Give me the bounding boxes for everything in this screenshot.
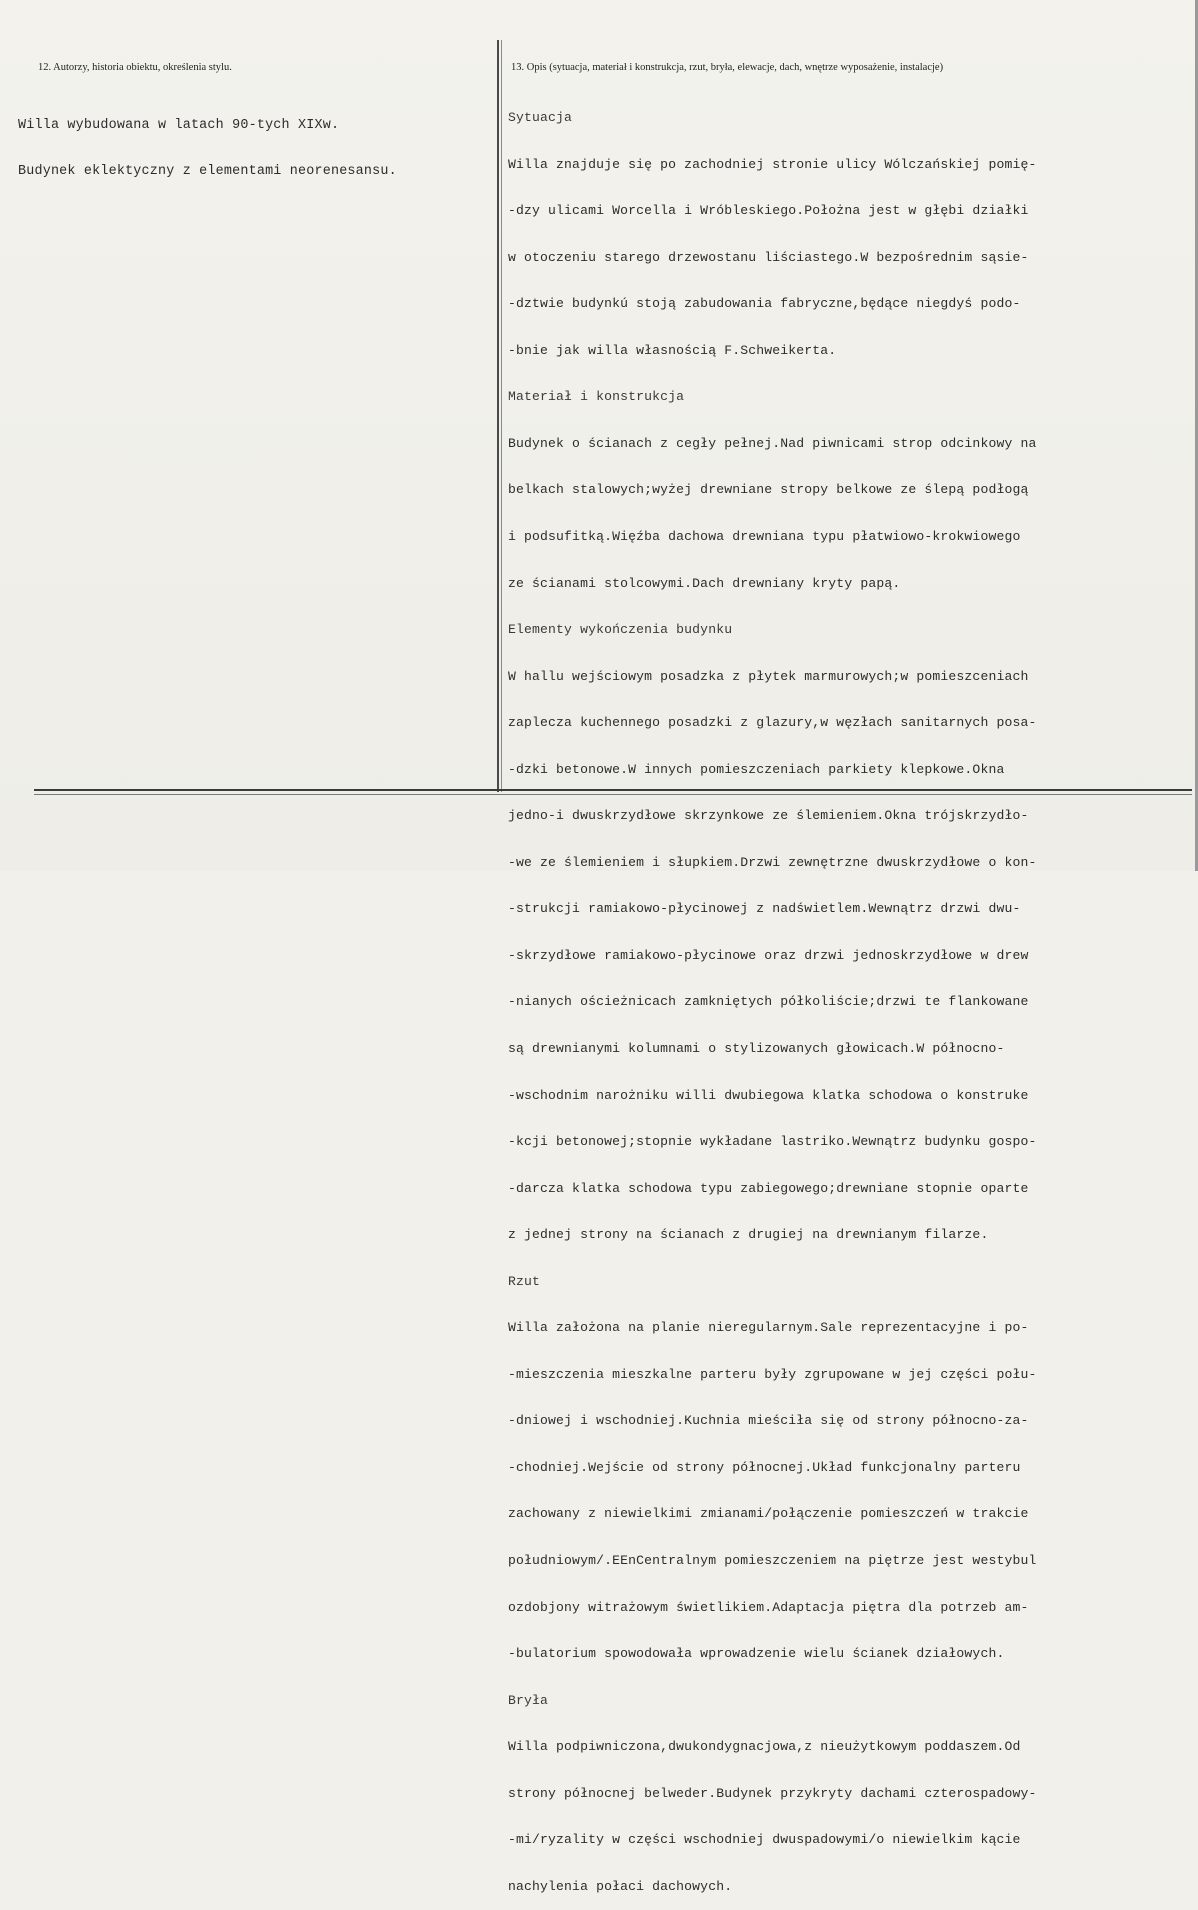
text-line: są drewnianymi kolumnami o stylizowanych głowicach.W północno- <box>508 1040 1005 1056</box>
text-line: -wschodnim narożniku willi dwubiegowa klatka schodowa o konstruke <box>508 1087 1029 1103</box>
text-line: -darcza klatka schodowa typu zabiegowego;drewniane stopnie oparte <box>508 1180 1029 1196</box>
section-12-text <box>18 88 397 194</box>
text-line: południowym/.EEnCentralnym pomieszczeniem na piętrze jest westybul <box>508 1552 1037 1568</box>
text-line: W hallu wejściowym posadzka z płytek marmurowych;w pomieszceniach <box>508 668 1029 684</box>
text-line: -nianych ościeżnicach zamkniętych półkoliście;drzwi te flankowane <box>508 994 1029 1010</box>
text-line: Willa znajduje się po zachodniej stronie ulicy Wólczańskiej pomię- <box>508 156 1037 172</box>
text-line: -dniowej i wschodniej.Kuchnia mieściła się od strony północno-za- <box>508 1413 1029 1429</box>
text-line: -we ze ślemieniem i słupkiem.Drzwi zewnętrzne dwuskrzydłowe o kon- <box>508 854 1037 870</box>
text-line: ze ścianami stolcowymi.Dach drewniany kryty papą. <box>508 575 901 591</box>
left-line: Budynek eklektyczny z elementami neorenesansu. <box>18 164 397 180</box>
heading-sytuacja: Sytuacja <box>508 110 573 126</box>
text-line: -dzy ulicami Worcella i Wróbleskiego.Położna jest w głębi działki <box>508 203 1029 219</box>
heading-rzut: Rzut <box>508 1273 541 1289</box>
text-line: -skrzydłowe ramiakowo-płycinowe oraz drzwi jednoskrzydłowe w drew <box>508 947 1029 963</box>
text-line: -bulatorium spowodowała wprowadzenie wielu ścianek działowych. <box>508 1646 1005 1662</box>
text-line: Willa założona na planie nieregularnym.Sale reprezentacyjne i po- <box>508 1320 1029 1336</box>
text-line: ozdobjony witrażowym świetlikiem.Adaptacja piętra dla potrzeb am- <box>508 1599 1029 1615</box>
text-line: belkach stalowych;wyżej drewniane stropy belkowe ze ślepą podłogą <box>508 482 1029 498</box>
heading-bryla: Bryła <box>508 1692 549 1708</box>
text-line: w otoczeniu starego drzewostanu liściastego.W bezpośrednim sąsie- <box>508 249 1029 265</box>
heading-elementy: Elementy wykończenia budynku <box>508 622 733 638</box>
text-line: Willa podpiwniczona,dwukondygnacjowa,z nieużytkowym poddaszem.Od <box>508 1739 1021 1755</box>
text-line: -mi/ryzality w części wschodniej dwuspadowymi/o niewielkim kącie <box>508 1832 1021 1848</box>
text-line: -strukcji ramiakowo-płycinowej z nadświetlem.Wewnątrz drzwi dwu- <box>508 901 1021 917</box>
section-13-text <box>508 79 1037 1910</box>
column-divider <box>497 40 499 792</box>
text-line: i podsufitką.Więźba dachowa drewniana typu płatwiowo-krokwiowego <box>508 528 1021 544</box>
text-line: -chodniej.Wejście od strony północnej.Układ funkcjonalny parteru <box>508 1459 1021 1475</box>
left-line: Willa wybudowana w latach 90-tych XIXw. <box>18 118 340 134</box>
text-line: Budynek o ścianach z cegły pełnej.Nad piwnicami strop odcinkowy na <box>508 435 1037 451</box>
text-line: -bnie jak willa własnością F.Schweikerta. <box>508 342 837 358</box>
text-line: -kcji betonowej;stopnie wykładane lastriko.Wewnątrz budynku gospo- <box>508 1134 1037 1150</box>
text-line: -dzki betonowe.W innych pomieszczeniach parkiety klepkowe.Okna <box>508 761 1005 777</box>
text-line: strony północnej belweder.Budynek przykryty dachami czterospadowy- <box>508 1785 1037 1801</box>
text-line: z jednej strony na ścianach z drugiej na drewnianym filarze. <box>508 1227 989 1243</box>
text-line: -dztwie budynkú stoją zabudowania fabryczne,będące niegdyś podo- <box>508 296 1021 312</box>
text-line: -mieszczenia mieszkalne parteru były zgrupowane w jej części połu- <box>508 1366 1037 1382</box>
section-12-header: 12. Autorzy, historia obiektu, określenia stylu. <box>38 62 232 73</box>
text-line: zaplecza kuchennego posadzki z glazury,w węzłach sanitarnych posa- <box>508 715 1037 731</box>
heading-material: Materiał i konstrukcja <box>508 389 685 405</box>
column-divider-inner <box>501 40 502 792</box>
text-line: zachowany z niewielkimi zmianami/połączenie pomieszczeń w trakcie <box>508 1506 1029 1522</box>
text-line: jedno-i dwuskrzydłowe skrzynkowe ze ślemieniem.Okna trójskrzydło- <box>508 808 1029 824</box>
section-13-header: 13. Opis (sytuacja, materiał i konstrukcja, rzut, bryła, elewacje, dach, wnętrze wyposażenie, instalacje) <box>511 62 944 73</box>
text-line: nachylenia połaci dachowych. <box>508 1878 733 1894</box>
